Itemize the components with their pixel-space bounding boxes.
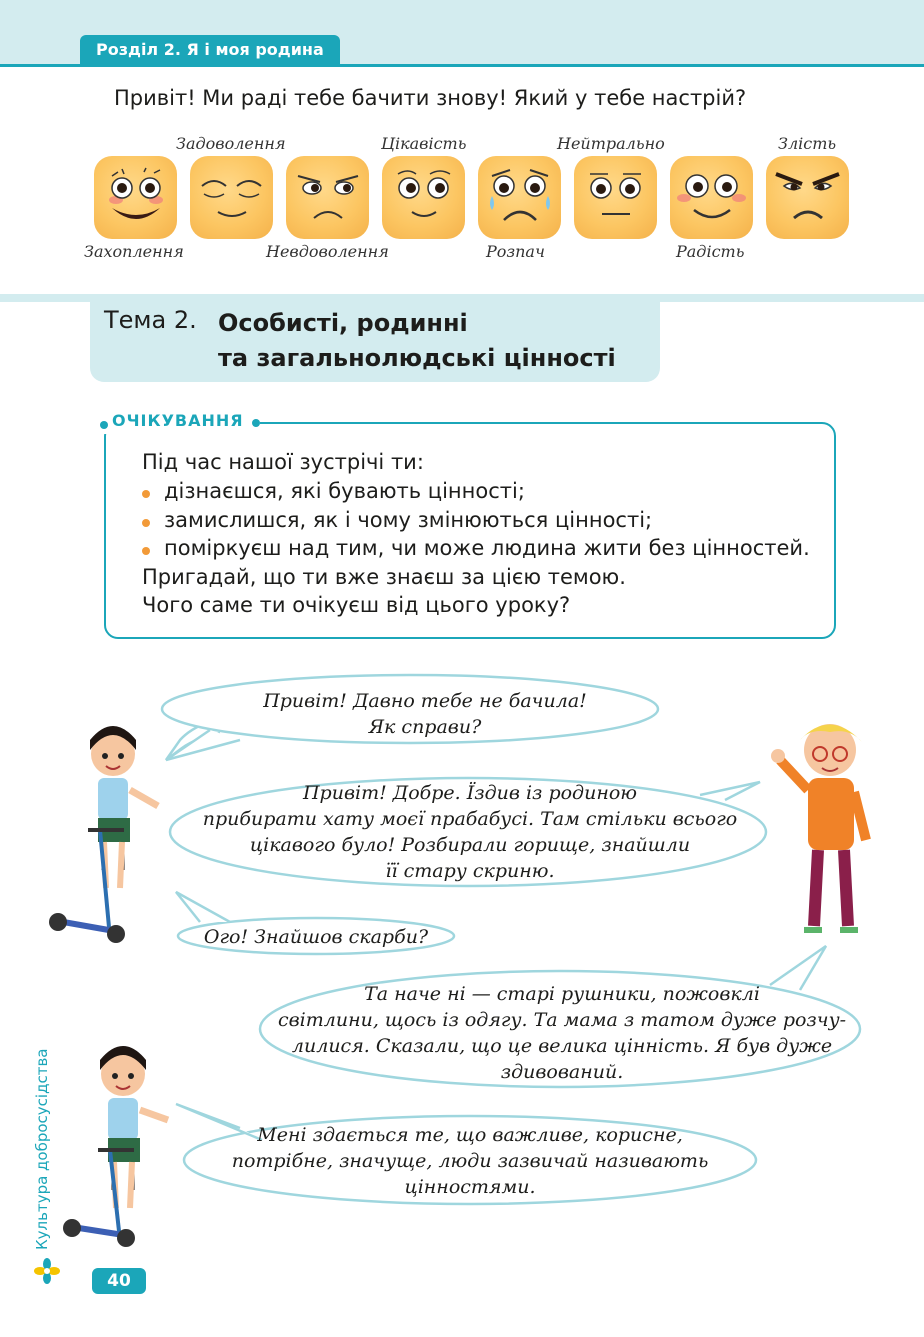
bullet-dot: [142, 519, 150, 527]
expectation-item: замислишся, як і чому змінюються цінності;: [164, 508, 653, 532]
speech-line: Привіт! Добре. Їздив із родиною: [302, 782, 638, 804]
emotion-label-anger: Злість: [778, 134, 837, 153]
speech-line: її стару скриню.: [385, 860, 555, 882]
curious-face-icon: [382, 156, 465, 239]
emotion-label-despair: Розпач: [486, 242, 545, 261]
emotion-label-joy: Радість: [676, 242, 745, 261]
greeting-question: Привіт! Ми раді тебе бачити знову! Який у тебе настрій?: [114, 86, 747, 110]
speech-line: цінностями.: [404, 1176, 536, 1198]
topic-number: Тема 2.: [104, 306, 197, 334]
displeased-face-icon: [286, 156, 369, 239]
topic-divider: [0, 294, 924, 302]
topic-title-line2: та загальнолюдські цінності: [218, 344, 616, 372]
speech-line: Мені здається те, що важливе, корисне,: [257, 1124, 683, 1146]
emotion-label-curiosity: Цікавість: [381, 134, 467, 153]
speech-bubble-boy-1: [170, 780, 770, 884]
heading-dot: [252, 419, 260, 427]
speech-line: світлини, щось із одягу. Та мама з татом дуже розчу-: [277, 1009, 847, 1031]
bullet-dot: [142, 490, 150, 498]
expectations-heading: ОЧІКУВАННЯ: [112, 411, 244, 430]
speech-line: лилися. Сказали, що це велика цінність. Я був дуже: [291, 1035, 833, 1057]
emotion-label-excitement: Захоплення: [84, 242, 184, 261]
speech-line: Ого! Знайшов скарби?: [203, 926, 429, 948]
bullet-dot: [142, 547, 150, 555]
content-face-icon: [190, 156, 273, 239]
speech-line: потрібне, значуще, люди зазвичай називають: [231, 1150, 709, 1172]
speech-bubble-girl-3: [200, 1122, 740, 1200]
expectation-item: дізнаєшся, які бувають цінності;: [164, 479, 525, 503]
speech-line: цікавого було! Розбирали горище, знайшли: [249, 834, 691, 856]
speech-line: прибирати хату моєї прабабусі. Там стільки всього: [202, 808, 738, 830]
joy-face-icon: [670, 156, 753, 239]
page-number: 40: [92, 1268, 146, 1294]
speech-line: Привіт! Давно тебе не бачила!: [263, 690, 587, 712]
speech-line: Як справи?: [368, 716, 482, 738]
topic-title-line1: Особисті, родинні: [218, 309, 468, 337]
speech-line: здивований.: [500, 1061, 624, 1083]
emotion-label-displeasure: Невдоволення: [266, 242, 389, 261]
expectations-question: Чого саме ти очікуєш від цього уроку?: [142, 593, 571, 617]
emotion-label-contentment: Задоволення: [176, 134, 286, 153]
expectations-intro: Під час нашої зустрічі ти:: [142, 450, 424, 474]
topic-title: [218, 306, 616, 376]
neutral-face-icon: [574, 156, 657, 239]
speech-bubble-girl-2: [180, 924, 452, 950]
expectations-recall: Пригадай, що ти вже знаєш за цією темою.: [142, 565, 626, 589]
excited-face-icon: [94, 156, 177, 239]
side-running-title: Культура добросусідства: [33, 1048, 51, 1250]
speech-line: Та наче ні — старі рушники, пожовклі: [364, 983, 760, 1005]
section-tab: Розділ 2. Я і моя родина: [80, 35, 340, 65]
speech-bubble-boy-2: [262, 981, 862, 1085]
heading-dot: [100, 421, 108, 429]
emotion-label-neutral: Нейтрально: [557, 134, 665, 153]
expectation-item: поміркуєш над тим, чи може людина жити без цінностей.: [164, 536, 810, 560]
flower-icon: [34, 1258, 60, 1284]
despair-face-icon: [478, 156, 561, 239]
speech-bubble-girl-1: [180, 688, 670, 740]
angry-face-icon: [766, 156, 849, 239]
